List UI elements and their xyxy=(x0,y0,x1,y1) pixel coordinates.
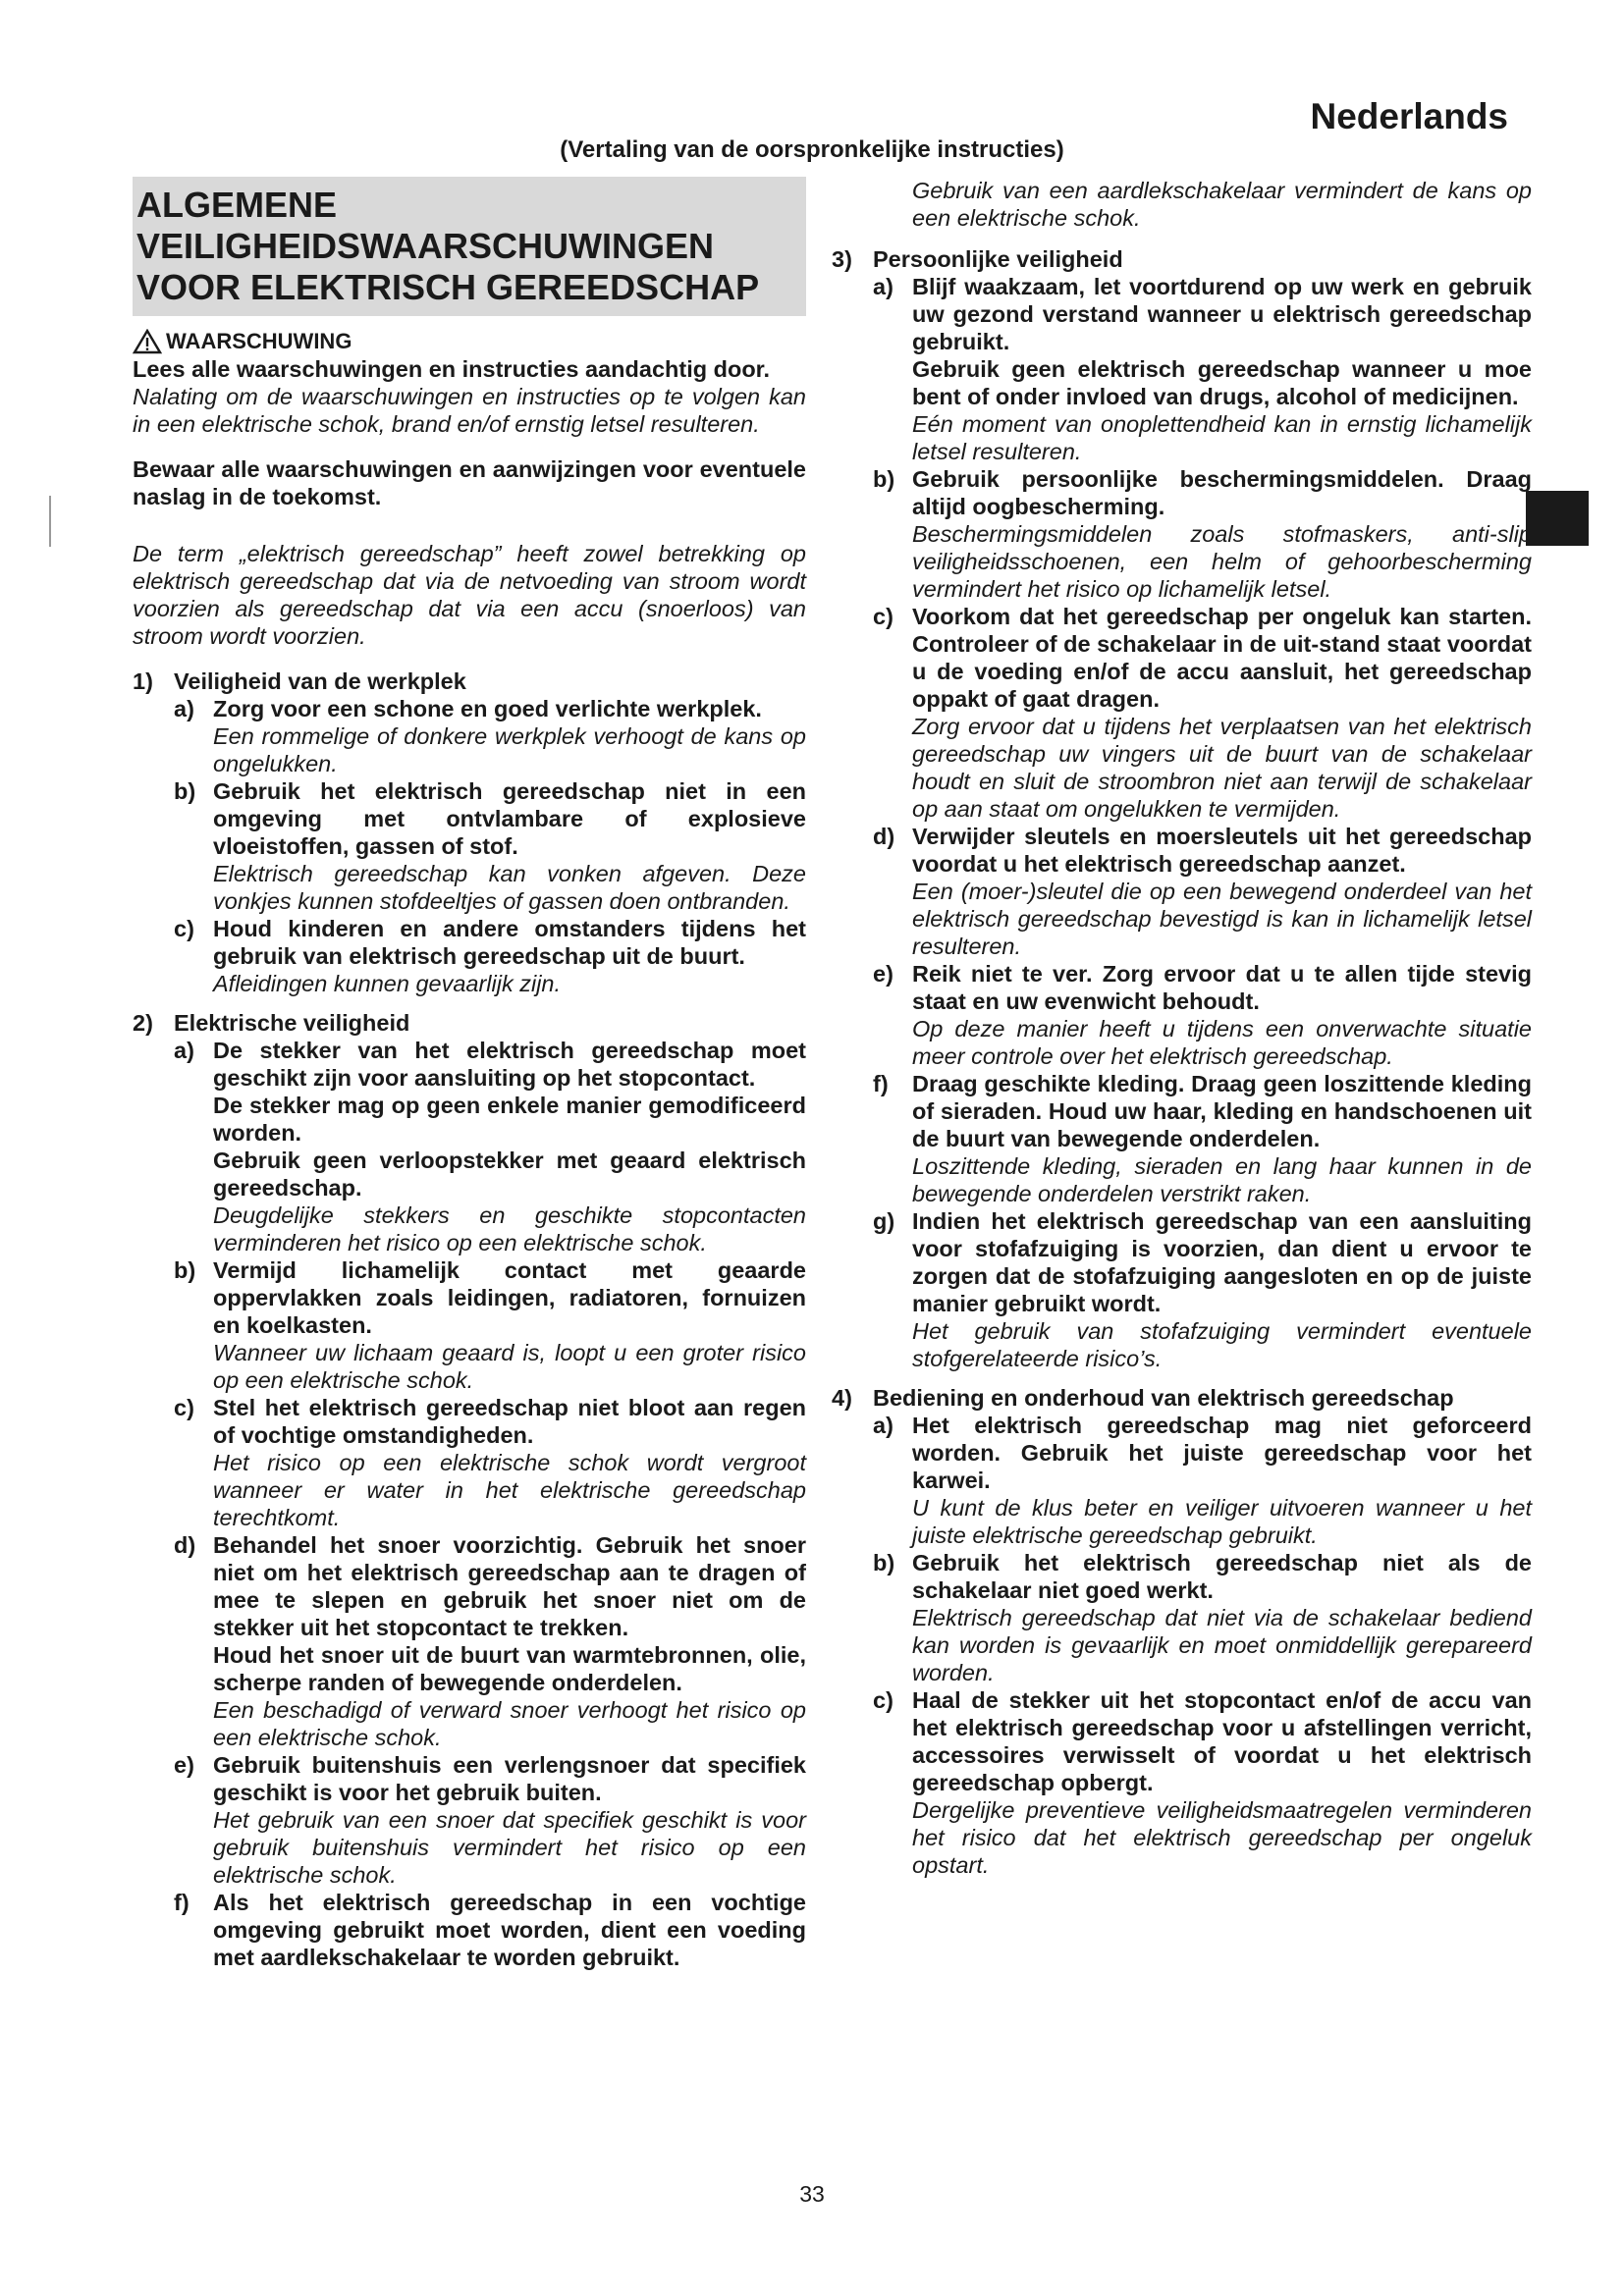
list-item: c) Stel het elektrisch gereedschap niet bloot aan regen of vochtige omstandigheden. Het risico op een elektrische schok wordt vergroot wanneer er water in het elektrische gereedschap terechtkomt. xyxy=(174,1395,806,1530)
list-item: b) Gebruik het elektrisch gereedschap niet in een omgeving met ontvlambare of explosieve vloeistoffen, gassen of stof. Elektrisch gereedschap kan vonken afgeven. Deze vonkjes kunnen stofdeeltjes of gassen doen ontbranden. xyxy=(174,778,806,914)
translation-subtitle: (Vertaling van de oorspronkelijke instructies) xyxy=(560,136,1064,163)
list-item: a) Het elektrisch gereedschap mag niet geforceerd worden. Gebruik het juiste gereedschap voor het karwei. U kunt de klus beter en veiliger uitvoeren wanneer u het juiste elektrische gereedschap gebruikt. xyxy=(873,1413,1532,1548)
list-item: c) Houd kinderen en andere omstanders tijdens het gebruik van elektrisch gereedschap uit de buurt. Afleidingen kunnen gevaarlijk zijn. xyxy=(174,916,806,996)
left-column xyxy=(133,177,806,1971)
list-item: f) Als het elektrisch gereedschap in een vochtige omgeving gebruikt moet worden, dient een voeding met aardlekschakelaar te worden gebruikt. xyxy=(174,1890,806,1970)
list-item: g) Indien het elektrisch gereedschap van een aansluiting voor stofafzuiging is voorzien, dan dient u ervoor te zorgen dat de stofafzuiging aangesloten en op de juiste manier gebruikt wordt. Het gebruik van stofafzuiging vermindert eventuele stofgerelateerde risico’s. xyxy=(873,1208,1532,1371)
list-item: b) Gebruik persoonlijke beschermingsmiddelen. Draag altijd oogbescherming. Beschermingsmiddelen zoals stofmaskers, anti-slip veiligheidsschoenen, een helm of gehoorbescherming vermindert het risico op lichamelijk letsel. xyxy=(873,466,1532,602)
language-heading: Nederlands xyxy=(1310,96,1508,136)
section-3-heading: 3) Persoonlijke veiligheid xyxy=(832,246,1123,272)
list-item: b) Vermijd lichamelijk contact met geaarde oppervlakken zoals leidingen, radiatoren, fornuizen en koelkasten. Wanneer uw lichaam geaard is, loopt u een groter risico op een elektrische schok. xyxy=(174,1257,806,1393)
section-2-heading: 2) Elektrische veiligheid xyxy=(133,1010,410,1036)
list-item: a) De stekker van het elektrisch gereedschap moet geschikt zijn voor aansluiting op het stopcontact. De stekker mag op geen enkele manier gemodificeerd worden. Gebruik geen verloopstekker met geaard elektrisch gereedschap. Deugdelijke stekkers en geschikte stopcontacten verminderen het risico op een elektrische schok. xyxy=(174,1038,806,1255)
list-item: e) Reik niet te ver. Zorg ervoor dat u te allen tijde stevig staat en uw evenwicht behoudt. Op deze manier heeft u tijdens een onverwachte situatie meer controle over het elektrisch gereedschap. xyxy=(873,961,1532,1069)
page-title: ALGEMENE VEILIGHEIDSWAARSCHUWINGEN VOOR ELEKTRISCH GEREEDSCHAP xyxy=(133,177,806,316)
page-number: 33 xyxy=(799,2181,825,2207)
warning-label: WAARSCHUWING xyxy=(133,328,806,355)
margin-mark xyxy=(49,496,51,547)
list-item: a) Zorg voor een schone en goed verlichte werkplek. Een rommelige of donkere werkplek verhoogt de kans op ongelukken. xyxy=(174,696,806,776)
warning-consequence: Nalating om de waarschuwingen en instructies op te volgen kan in een elektrische schok, brand en/of ernstig letsel resulteren. xyxy=(133,384,806,437)
warning-keep: Bewaar alle waarschuwingen en aanwijzingen voor eventuele naslag in de toekomst. xyxy=(133,456,806,509)
list-item: c) Voorkom dat het gereedschap per ongeluk kan starten. Controleer of de schakelaar in de uit-stand staat voordat u de voeding en/of de accu aansluit, het gereedschap oppakt of gaat dragen. Zorg ervoor dat u tijdens het verplaatsen van het elektrisch gereedschap uw vingers uit de buurt van de schakelaar houdt en sluit de stroombron niet aan terwijl de schakelaar op aan staat om ongelukken te vermijden. xyxy=(873,604,1532,822)
list-item: d) Behandel het snoer voorzichtig. Gebruik het snoer niet om het elektrisch gereedschap aan te dragen of mee te slepen en gebruik het snoer niet om de stekker uit het stopcontact te trekken. Houd het snoer uit de buurt van warmtebronnen, olie, scherpe randen of bewegende onderdelen. Een beschadigd of verward snoer verhoogt het risico op een elektrische schok. xyxy=(174,1532,806,1750)
warning-read-all: Lees alle waarschuwingen en instructies aandachtig door. xyxy=(133,356,771,382)
language-tab-marker xyxy=(1526,491,1589,546)
list-item: b) Gebruik het elektrisch gereedschap niet als de schakelaar niet goed werkt. Elektrisch gereedschap dat niet via de schakelaar bediend kan worden is gevaarlijk en moet onmiddellijk gerepareerd worden. xyxy=(873,1550,1532,1685)
warning-triangle-icon xyxy=(133,329,162,354)
list-item: d) Verwijder sleutels en moersleutels uit het gereedschap voordat u het elektrisch gereedschap aanzet. Een (moer-)sleutel die op een bewegend onderdeel van het elektrisch gereedschap bevestigd is kan in lichamelijk letsel resulteren. xyxy=(873,824,1532,959)
list-item: f) Draag geschikte kleding. Draag geen loszittende kleding of sieraden. Houd uw haar, kleding en handschoenen uit de buurt van bewegende onderdelen. Loszittende kleding, sieraden en lang haar kunnen in de bewegende onderdelen verstrikt raken. xyxy=(873,1071,1532,1206)
list-item: c) Haal de stekker uit het stopcontact en/of de accu van het elektrisch gereedschap voor u afstellingen verricht, accessoires verwisselt of voordat u het elektrisch gereedschap opbergt. Dergelijke preventieve veiligheidsmaatregelen verminderen het risico dat het elektrisch gereedschap per ongeluk opstart. xyxy=(873,1687,1532,1878)
section-1-heading: 1) Veiligheid van de werkplek xyxy=(133,668,466,694)
section-4-heading: 4) Bediening en onderhoud van elektrisch gereedschap xyxy=(832,1385,1454,1411)
list-item: a) Blijf waakzaam, let voortdurend op uw werk en gebruik uw gezond verstand wanneer u elektrisch gereedschap gebruikt. Gebruik geen elektrisch gereedschap wanneer u moe bent of onder invloed van drugs, alcohol of medicijnen. Eén moment van onoplettendheid kan in ernstig lichamelijk letsel resulteren. xyxy=(873,274,1532,464)
right-column xyxy=(832,177,1532,1879)
term-definition: De term „elektrisch gereedschap” heeft zowel betrekking op elektrisch gereedschap dat via de netvoeding van stroom wordt voorzien als gereedschap dat via een accu (snoerloos) van stroom wordt voorzien. xyxy=(133,541,806,649)
list-item-continued: Gebruik van een aardlekschakelaar vermindert de kans op een elektrische schok. xyxy=(912,178,1532,231)
list-item: e) Gebruik buitenshuis een verlengsnoer dat specifiek geschikt is voor het gebruik buiten. Het gebruik van een snoer dat specifiek geschikt is voor gebruik buitenshuis vermindert het risico op een elektrische schok. xyxy=(174,1752,806,1888)
